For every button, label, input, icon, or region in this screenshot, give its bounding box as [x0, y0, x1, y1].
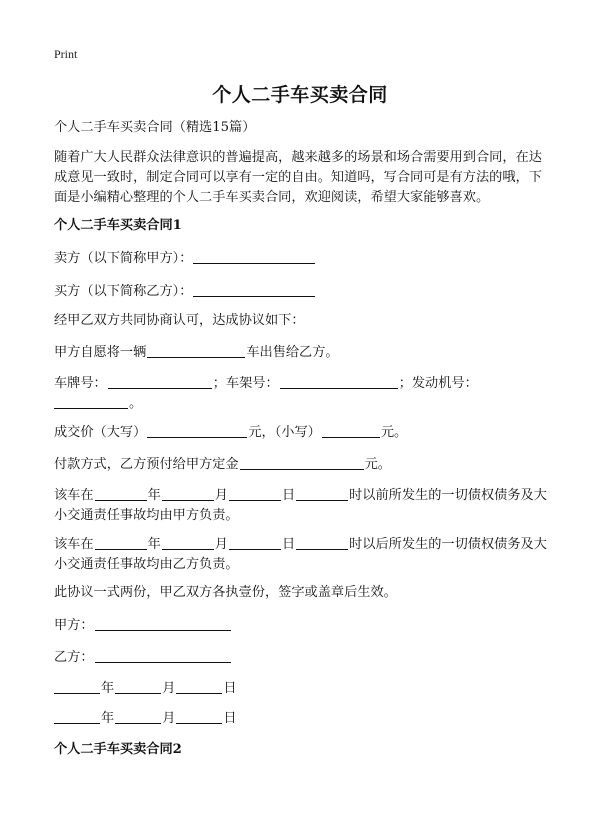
- liability-after-line: [54, 535, 552, 575]
- after-suffix: 时以后所发生的一切债权债务及大小交通责任事故均由乙方负责。: [54, 537, 547, 572]
- section-heading-1: 个人二手车买卖合同1: [54, 218, 182, 233]
- payment-line: [54, 455, 552, 475]
- price-upper-blank: [147, 423, 247, 438]
- engine-line: [54, 394, 552, 414]
- vehicle-blank: [147, 343, 245, 358]
- engine-label: ；发动机号：: [398, 376, 478, 391]
- document-title: 个人二手车买卖合同: [212, 84, 388, 106]
- before-month-blank: [162, 486, 214, 501]
- frame-blank: [280, 374, 398, 389]
- print-link[interactable]: Print: [54, 47, 78, 61]
- before-day-blank: [229, 486, 281, 501]
- date2-day-blank: [176, 709, 222, 724]
- date-line-1: [54, 679, 552, 699]
- after-year-blank: [95, 535, 147, 550]
- before-suffix: 时以前所发生的一切债权债务及大小交通责任事故均由甲方负责。: [54, 488, 547, 523]
- before-month: 月: [214, 488, 228, 503]
- plate-label: 车牌号：: [54, 376, 107, 391]
- before-hour-blank: [296, 486, 348, 501]
- after-month-blank: [162, 535, 214, 550]
- date2-month-blank: [115, 709, 161, 724]
- sale-line: [54, 343, 552, 363]
- party-b-blank: [95, 648, 231, 663]
- payment-label: 付款方式，乙方预付给甲方定金: [54, 457, 239, 472]
- after-year: 年: [147, 537, 161, 552]
- date1-year: 年: [101, 681, 115, 696]
- date1-month-blank: [115, 679, 161, 694]
- after-day: 日: [281, 537, 296, 552]
- before-day: 日: [281, 488, 296, 503]
- price-label: 成交价（大写）: [54, 425, 147, 440]
- date2-day: 日: [223, 711, 237, 726]
- engine-period: 。: [129, 396, 143, 411]
- yuan-deposit: 元。: [364, 457, 391, 472]
- engine-blank: [54, 394, 128, 409]
- party-a-line: [54, 616, 552, 636]
- party-a-label: 甲方：: [54, 618, 94, 633]
- price-lower-blank: [322, 423, 380, 438]
- date-line-2: [54, 709, 552, 729]
- before-prefix: 该车在: [54, 488, 94, 503]
- sale-prefix: 甲方自愿将一辆: [54, 345, 147, 360]
- copies-line: 此协议一式两份，甲乙双方各执壹份，签字或盖章后生效。: [54, 585, 397, 600]
- party-a-blank: [95, 616, 231, 631]
- plate-blank: [108, 374, 212, 389]
- party-b-label: 乙方：: [54, 650, 94, 665]
- buyer-line: [54, 282, 552, 302]
- deposit-blank: [240, 455, 364, 470]
- section-heading-2: 个人二手车买卖合同2: [54, 742, 182, 757]
- date2-month: 月: [162, 711, 176, 726]
- buyer-blank: [193, 282, 315, 297]
- after-day-blank: [229, 535, 281, 550]
- yuan-upper: 元，（小写）: [248, 425, 321, 440]
- frame-label: ；车架号：: [212, 376, 279, 391]
- after-month: 月: [214, 537, 228, 552]
- price-line: [54, 423, 552, 443]
- liability-before-line: [54, 486, 552, 526]
- agreement-line: 经甲乙双方共同协商认可，达成协议如下：: [54, 313, 305, 328]
- date1-day-blank: [176, 679, 222, 694]
- yuan-lower: 元。: [380, 425, 408, 440]
- vehicle-id-line: [54, 374, 552, 394]
- before-year: 年: [147, 488, 161, 503]
- seller-blank: [193, 249, 315, 264]
- date1-day: 日: [223, 681, 237, 696]
- seller-label: 卖方（以下简称甲方）：: [54, 251, 193, 266]
- sale-suffix: 车出售给乙方。: [246, 345, 339, 360]
- date2-year-blank: [54, 709, 100, 724]
- date1-year-blank: [54, 679, 100, 694]
- buyer-label: 买方（以下简称乙方）：: [54, 284, 193, 299]
- seller-line: [54, 249, 552, 269]
- party-b-line: [54, 648, 552, 668]
- after-hour-blank: [296, 535, 348, 550]
- subtitle: 个人二手车买卖合同（精选15篇）: [54, 120, 256, 135]
- intro-paragraph: 随着广大人民群众法律意识的普遍提高，越来越多的场景和场合需要用到合同，在达成意见一致时，制定合同可以享有一定的自由。知道吗，写合同可是有方法的哦，下面是小编精心整理的个人二手车买卖合同，欢迎阅读，希望大家能够喜欢。: [54, 150, 542, 205]
- after-prefix: 该车在: [54, 537, 94, 552]
- before-year-blank: [95, 486, 147, 501]
- date1-month: 月: [162, 681, 176, 696]
- date2-year: 年: [101, 711, 115, 726]
